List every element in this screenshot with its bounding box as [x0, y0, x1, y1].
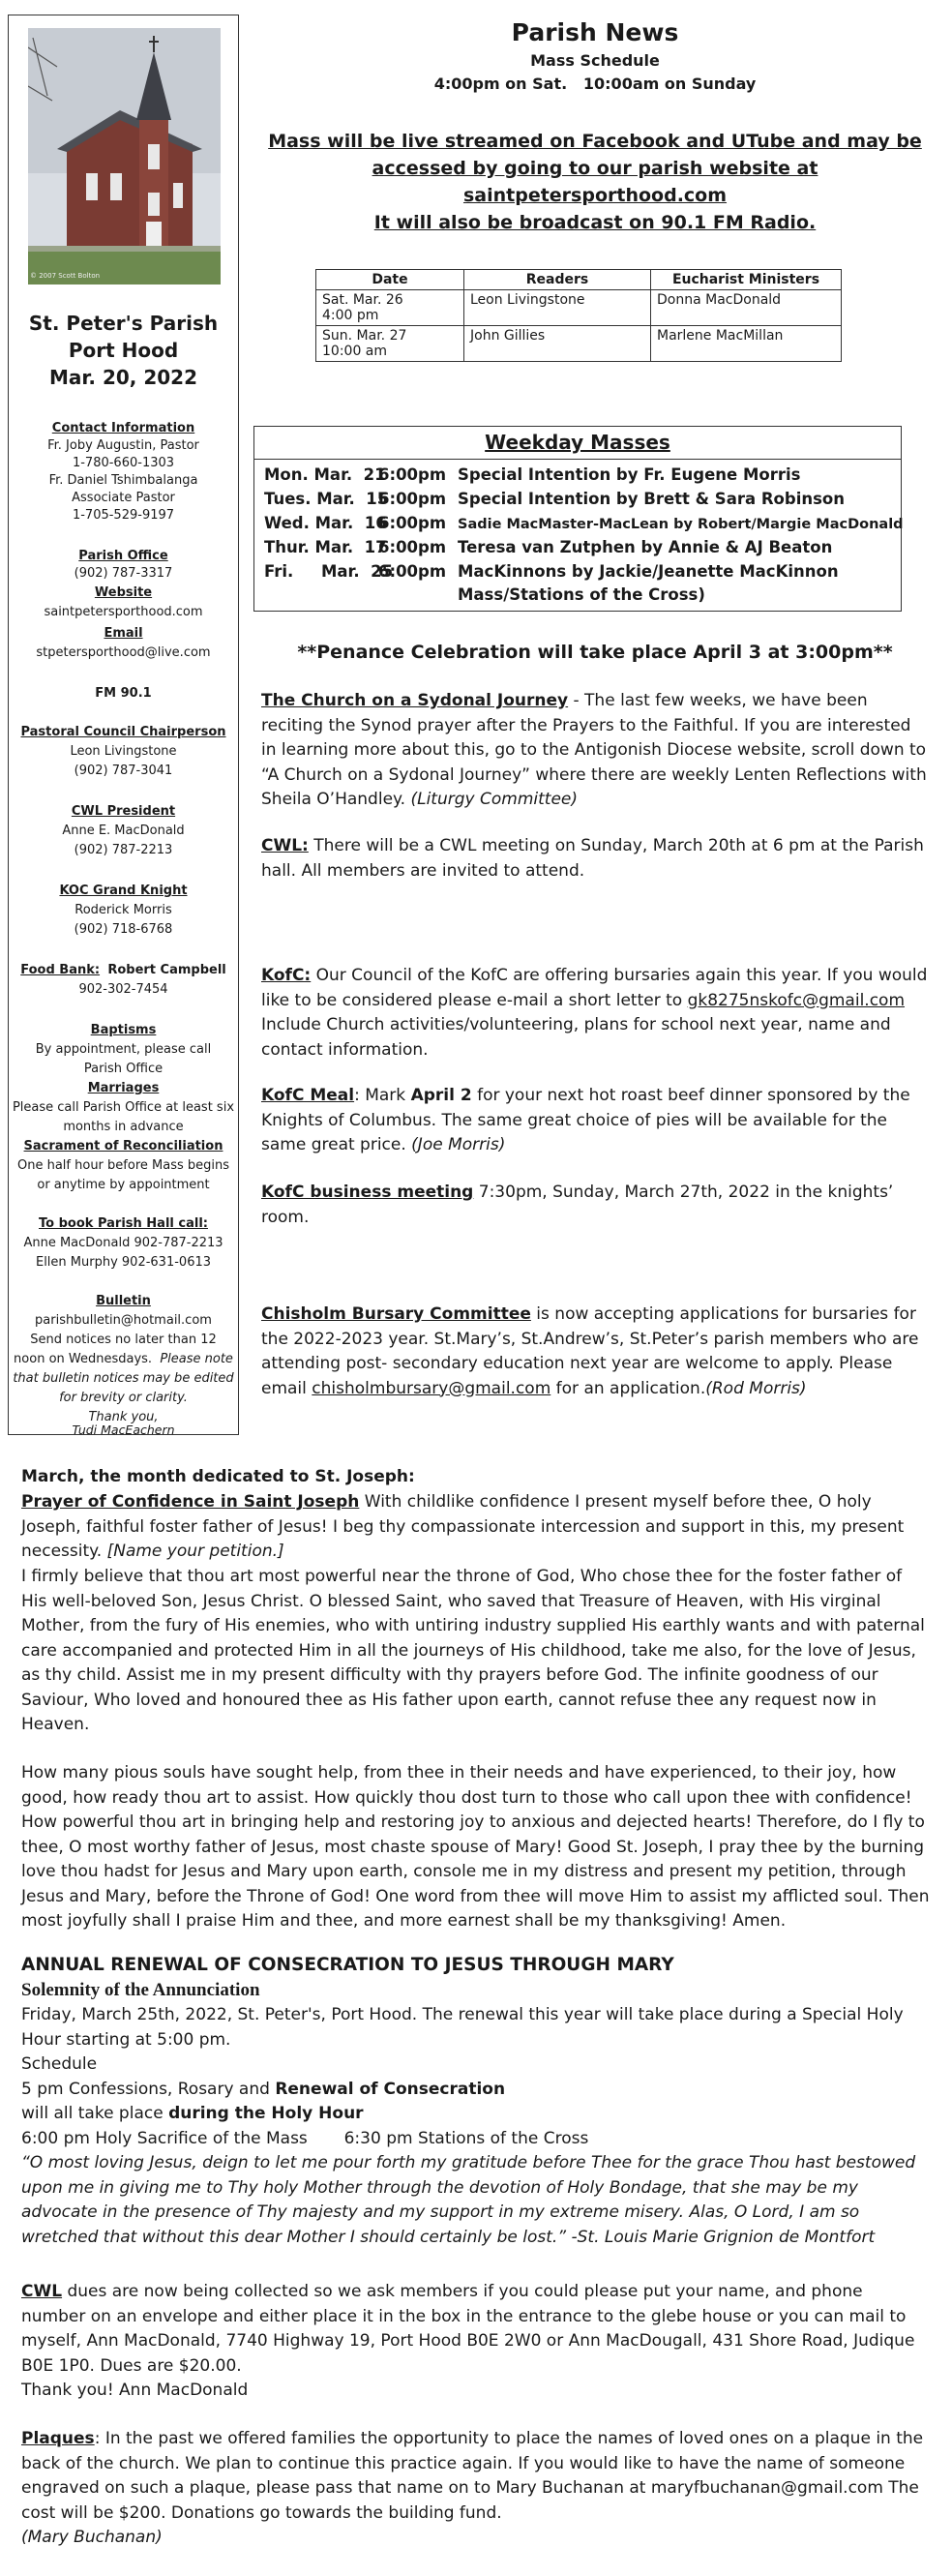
marriages-line: Please call Parish Office at least six: [12, 1100, 235, 1115]
column-header: Readers: [464, 270, 651, 290]
contact-line: 1-705-529-9197: [72, 508, 175, 523]
st-joseph-prayer-intro: Prayer of Confidence in Saint Joseph With childlike confidence I present myself before thee, O holy Joseph, faithful foster father of Jesus! I beg thy compassionate intercession and support in this, my present necessity. [Name your petition.]: [21, 1492, 905, 1561]
reconciliation-line: or anytime by appointment: [37, 1178, 210, 1192]
hall-heading: To book Parish Hall call:: [39, 1216, 208, 1231]
weekday-row-continuation: Mass/Stations of the Cross): [458, 585, 705, 604]
weekday-row: Wed. Mar. 166:00pm Sadie MacMaster-MacLean by Robert/Margie MacDonald: [264, 514, 904, 532]
email-heading: Email: [104, 626, 143, 641]
cwl-heading: CWL President: [71, 804, 176, 819]
bulletin-italic-line: for brevity or clarity.: [59, 1391, 188, 1405]
koc-heading: KOC Grand Knight: [59, 884, 188, 898]
consecration-line: will all take place during the Holy Hour: [21, 2104, 364, 2123]
synod-heading: The Church on a Sydonal Journey: [261, 691, 569, 710]
bulletin-email[interactable]: parishbulletin@hotmail.com: [35, 1313, 212, 1328]
chisholm-notice: Chisholm Bursary Committee is now accepting applications for bursaries for the 2022-2023 year. St.Mary’s, St.Andrew’s, St.Peter’s parish members who are attending post- secondary education next year are welcome to apply. Please email chisholmbursary@gmail.com for an application.(Rod Morris): [261, 1304, 919, 1398]
date-cell: Sat. Mar. 26 4:00 pm: [316, 290, 464, 326]
contact-line: Fr. Joby Augustin, Pastor: [47, 438, 199, 453]
ministers-cell: Donna MacDonald: [651, 290, 842, 326]
stream-line: Mass will be live streamed on Facebook and UTube and may be: [268, 131, 922, 152]
column-header: Date: [316, 270, 464, 290]
st-joseph-prayer-para: How many pious souls have sought help, from thee in their needs and have experienced, to their joy, how good, how ready thou art to assist. How quickly thou dost turn to those who call upon thee with confidence! How powerful thou art in bringing help and restoring joy to anxious and dejected hearts! Therefore, do I fly to thee, O most worthy father of Jesus, most chaste spouse of Mary! Good St. Joseph, I pray thee by the burning love thou hadst for Jesus and Mary upon earth, console me in my distress and present my petition, through Jesus and Mary, before the Throne of God! One word from thee will move Him to assist my afflicted soul. Then most joyfully shall I praise Him and thee, and more earnest shall be my thanksgiving! Amen.: [21, 1763, 930, 1931]
reconciliation-heading: Sacrament of Reconciliation: [23, 1139, 223, 1153]
kofc-business-heading: KofC business meeting: [261, 1183, 474, 1202]
email-link[interactable]: stpetersporthood@live.com: [36, 645, 211, 660]
radio-broadcast-line: It will also be broadcast on 90.1 FM Radio.: [373, 212, 817, 233]
foodbank-name: Robert Campbell: [107, 963, 226, 977]
parish-office-heading: Parish Office: [78, 549, 168, 563]
plaques-notice: Plaques: In the past we offered families the opportunity to place the names of loved ones on a plaque in the back of the church. We plan to continue this practice again. If you would like to have the name of someone engraved on such a plaque, please pass that name on to Mary Buchanan at maryfbuchanan@gmail.com The cost will be $200. Donations go towards the building fund.: [21, 2429, 924, 2523]
st-joseph-heading: March, the month dedicated to St. Joseph:: [21, 1467, 415, 1486]
foodbank-line: [9, 962, 238, 979]
date-cell: Sun. Mar. 27 10:00 am: [316, 326, 464, 362]
mass-times: 4:00pm on Sat. 10:00am on Sunday: [433, 75, 757, 93]
council-heading: Pastoral Council Chairperson: [20, 725, 226, 739]
foodbank-heading: Food Bank:: [20, 963, 101, 977]
synod-signoff: (Liturgy Committee): [410, 790, 578, 809]
weekday-row: Thur. Mar. 176:00pm Teresa van Zutphen by Annie & AJ Beaton: [264, 538, 833, 556]
bulletin-note: Please note: [160, 1352, 233, 1366]
hall-line: Anne MacDonald 902-787-2213: [23, 1236, 223, 1250]
kofc-email-link[interactable]: gk8275nskofc@gmail.com: [687, 990, 906, 1010]
penance-notice: **Penance Celebration will take place April 3 at 3:00pm**: [297, 642, 893, 663]
readers-cell: Leon Livingstone: [464, 290, 651, 326]
cwl-phone: (902) 787-2213: [74, 843, 173, 857]
column-header: Eucharist Ministers: [651, 270, 842, 290]
website-heading: Website: [94, 585, 153, 600]
council-name: Leon Livingstone: [70, 744, 177, 759]
prayer-title: Prayer of Confidence in Saint Joseph: [21, 1492, 360, 1512]
plaques-signoff: (Mary Buchanan): [21, 2528, 163, 2547]
weekday-row: Tues. Mar. 156:00pm Special Intention by Brett & Sara Robinson: [264, 490, 845, 508]
cwl-dues-notice: CWL dues are now being collected so we ask members if you could please put your name, and phone number on an envelope and either place it in the box in the entrance to the glebe house or you can mail to myself, Ann MacDonald, 7740 Highway 19, Port Hood B0E 2W0 or Ann MacDougall, 431 Shore Road, Judique B0E 1P0. Dues are $20.00.: [21, 2282, 915, 2376]
bulletin-line: noon on Wednesdays. Please note: [14, 1352, 233, 1366]
cwl-name: Anne E. MacDonald: [62, 824, 185, 838]
church-photo: [28, 28, 221, 285]
kofc-meal-signoff: (Joe Morris): [411, 1135, 506, 1154]
koc-phone: (902) 718-6768: [74, 922, 173, 937]
consecration-schedule-label: Schedule: [21, 2054, 98, 2074]
hall-line: Ellen Murphy 902-631-0613: [35, 1255, 212, 1270]
bulletin-italic-line: that bulletin notices may be edited: [13, 1371, 234, 1386]
photo-caption: © 2007 Scott Bolton: [30, 272, 101, 280]
mass-schedule-label: Mass Schedule: [530, 51, 660, 70]
chisholm-email-link[interactable]: chisholmbursary@gmail.com: [312, 1378, 551, 1398]
cwl-dues-heading: CWL: [21, 2282, 63, 2301]
website-link[interactable]: saintpetersporthood.com: [44, 605, 203, 619]
radio-frequency: FM 90.1: [95, 686, 152, 701]
baptisms-line: Parish Office: [83, 1062, 164, 1076]
bulletin-signer: Tudi MacEachern: [72, 1423, 175, 1437]
contact-heading: Contact Information: [51, 421, 195, 435]
weekday-title: Weekday Masses: [254, 427, 901, 460]
website-link-main[interactable]: saintpetersporthood.com: [462, 185, 728, 206]
kofc-meal-heading: KofC Meal: [261, 1086, 355, 1105]
plaques-heading: Plaques: [21, 2429, 95, 2448]
contact-line: Associate Pastor: [72, 491, 175, 505]
bulletin-line: Send notices no later than 12: [30, 1333, 217, 1347]
parish-office-phone: (902) 787-3317: [74, 566, 173, 581]
contact-line: Fr. Daniel Tshimbalanga: [48, 473, 198, 488]
koc-name: Roderick Morris: [74, 903, 172, 917]
bulletin-date: Mar. 20, 2022: [48, 366, 198, 389]
sidebar: [8, 15, 239, 1435]
kofc-notice: KofC: Our Council of the KofC are offering bursaries again this year. If you would like to be considered please e-mail a short letter to gk8275nskofc@gmail.com Include Church activities/volunteering, plans for school next year, name and contact information.: [261, 966, 928, 1060]
ministers-cell: Marlene MacMillan: [651, 326, 842, 362]
table-header-row: [316, 270, 842, 290]
parish-name: St. Peter's Parish: [28, 312, 219, 335]
st-joseph-prayer-para: I firmly believe that thou art most powerful near the throne of God, Who chose thee for the foster father of His well-beloved Son, Jesus Christ. O blessed Saint, who saved that Treasure of Heaven, with His virginal Mother, from the fury of His enemies, who with untiring industry supplied His earthly wants and with paternal care accompanied and protected Him in all the journeys of His childhood, take me also, for the love of Jesus, as thy child. Assist me in my present difficulty with thy prayers before God. The infinite goodness of our Saviour, Who loved and honoured thee as His father upon earth, cannot refuse thee any request now in Heaven.: [21, 1567, 925, 1734]
consecration-heading: ANNUAL RENEWAL OF CONSECRATION TO JESUS THROUGH MARY: [21, 1955, 674, 1975]
contact-line: 1-780-660-1303: [72, 456, 175, 470]
bulletin-heading: Bulletin: [96, 1294, 151, 1308]
kofc-business-notice: KofC business meeting 7:30pm, Sunday, March 27th, 2022 in the knights’ room.: [261, 1183, 894, 1227]
stream-line: accessed by going to our parish website at: [372, 158, 818, 179]
chisholm-heading: Chisholm Bursary Committee: [261, 1304, 531, 1324]
kofc-heading: KofC:: [261, 966, 312, 985]
petition-placeholder: [Name your petition.]: [106, 1542, 284, 1561]
table-row: [316, 326, 842, 362]
reconciliation-line: One half hour before Mass begins: [17, 1158, 229, 1173]
weekday-row: Mon. Mar. 216:00pm Special Intention by Fr. Eugene Morris: [264, 465, 801, 484]
consecration-line: 6:00 pm Holy Sacrifice of the Mass 6:30 pm Stations of the Cross: [21, 2129, 589, 2148]
cwl-meeting-notice: CWL: There will be a CWL meeting on Sunday, March 20th at 6 pm at the Parish hall. All members are invited to attend.: [261, 836, 924, 881]
mass-schedule-table-wrap: [315, 269, 842, 362]
foodbank-phone: 902-302-7454: [78, 982, 168, 997]
chisholm-signoff: (Rod Morris): [705, 1378, 807, 1398]
mass-schedule-table: [315, 269, 842, 362]
consecration-quote: “O most loving Jesus, deign to let me pour forth my gratitude before Thee for the grace Thou hast bestowed upon me in giving me to Thy holy Mother through the devotion of Holy Bondage, that she may be my advocate in the presence of Thy majesty and my support in my extreme misery. Alas, O Lord, I am so wretched that without this dear Mother I should certainly be lost.” -St. Louis Marie Grignion de Montfort: [21, 2153, 916, 2247]
marriages-heading: Marriages: [87, 1081, 160, 1095]
readers-cell: John Gillies: [464, 326, 651, 362]
table-row: [316, 290, 842, 326]
bulletin-italic-line: Thank you,: [88, 1410, 159, 1424]
parish-location: Port Hood: [68, 339, 179, 362]
kofc-meal-notice: KofC Meal: Mark April 2 for your next hot roast beef dinner sponsored by the Knights of Columbus. The same great choice of pies will be available for the same great price. (Joe Morris): [261, 1086, 910, 1154]
page-title: Parish News: [511, 18, 679, 46]
church-image: [28, 28, 221, 285]
marriages-line: months in advance: [63, 1120, 184, 1134]
council-phone: (902) 787-3041: [74, 764, 173, 778]
consecration-para: Friday, March 25th, 2022, St. Peter's, Port Hood. The renewal this year will take place during a Special Holy Hour starting at 5:00 pm.: [21, 2005, 904, 2050]
synod-notice: The Church on a Sydonal Journey - The last few weeks, we have been reciting the Synod prayer after the Prayers to the Faithful. If you are interested in learning more about this, go to the Antigonish Diocese website, scroll down to “A Church on a Sydonal Journey” where there are weekly Lenten Reflections with Sheila O’Handley. (Liturgy Committee): [261, 691, 927, 809]
baptisms-line: By appointment, please call: [35, 1042, 212, 1057]
cwl-meeting-heading: CWL:: [261, 836, 309, 855]
weekday-masses-box: [253, 426, 902, 612]
consecration-line: 5 pm Confessions, Rosary and Renewal of Consecration: [21, 2080, 506, 2099]
cwl-dues-thanks: Thank you! Ann MacDonald: [21, 2381, 249, 2400]
consecration-subheading: Solemnity of the Annunciation: [21, 1980, 260, 2000]
baptisms-heading: Baptisms: [90, 1023, 157, 1037]
weekday-row: Fri. Mar. 256:00pm MacKinnons by Jackie/Jeanette MacKinnon: [264, 562, 839, 581]
